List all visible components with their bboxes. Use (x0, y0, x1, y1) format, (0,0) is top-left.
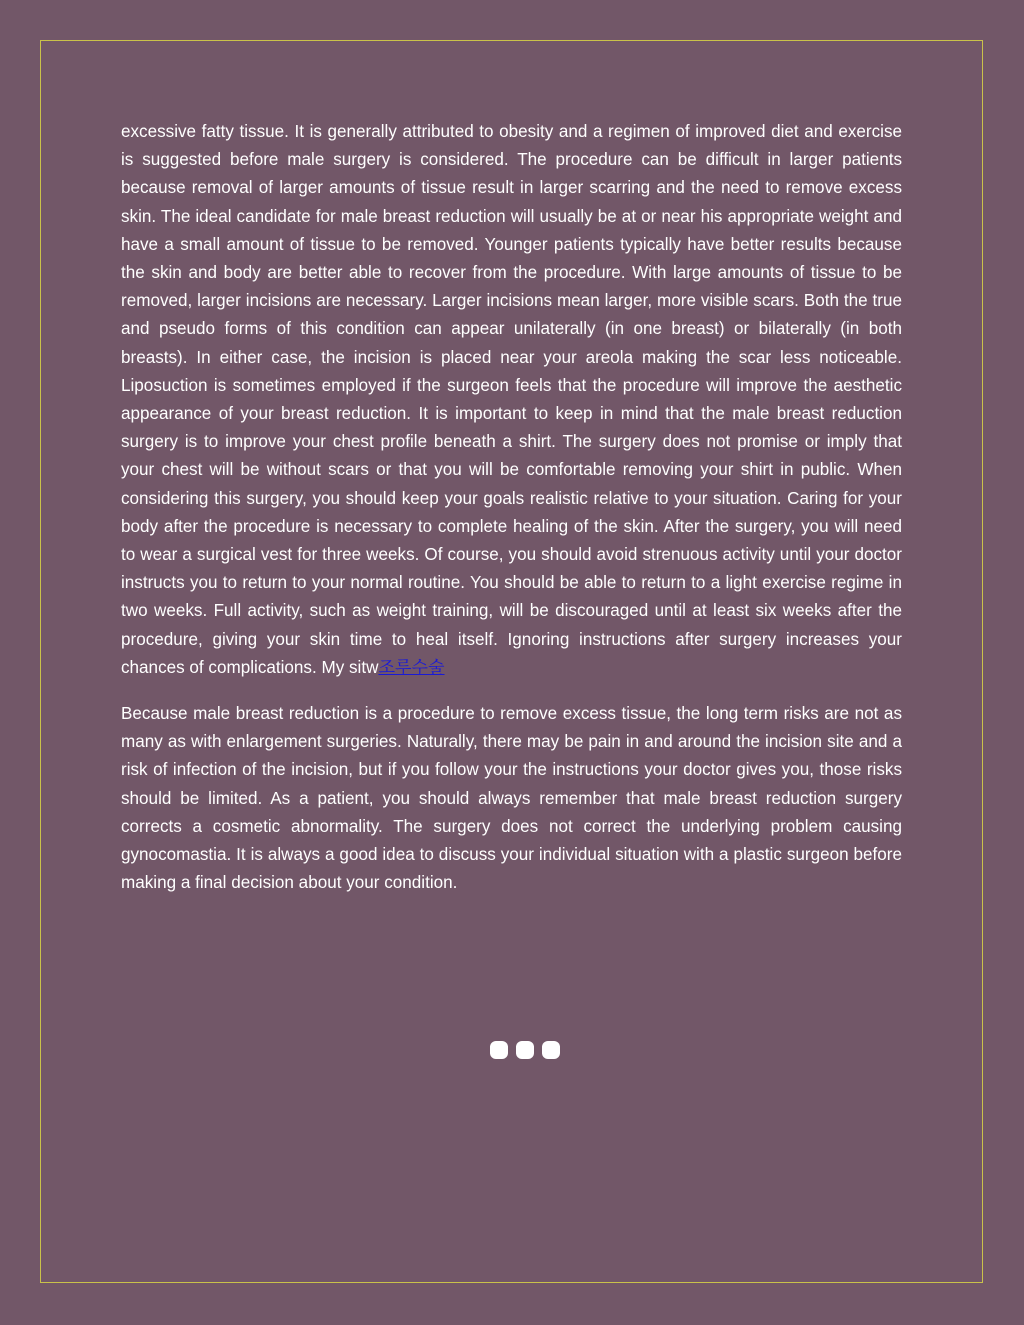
document-body (121, 118, 902, 897)
paragraph-1-text: excessive fatty tissue. It is generally attributed to obesity and a regimen of improved diet and exercise is suggested before male surgery is considered. The procedure can be difficult in larger patients because removal of larger amounts of tissue result in larger scarring and the need to remove excess skin. The ideal candidate for male breast reduction will usually be at or near his appropriate weight and have a small amount of tissue to be removed. Younger patients typically have better results because the skin and body are better able to recover from the procedure. With large amounts of tissue to be removed, larger incisions are necessary. Larger incisions mean larger, more visible scars. Both the true and pseudo forms of this condition can appear unilaterally (in one breast) or bilaterally (in both breasts). In either case, the incision is placed near your areola making the scar less noticeable. Liposuction is sometimes employed if the surgeon feels that the procedure will improve the aesthetic appearance of your breast reduction. It is important to keep in mind that the male breast reduction surgery is to improve your chest profile beneath a shirt. The surgery does not promise or imply that your chest will be without scars or that you will be comfortable removing your shirt in public. When considering this surgery, you should keep your goals realistic relative to your situation. Caring for your body after the procedure is necessary to complete healing of the skin. After the surgery, you will need to wear a surgical vest for three weeks. Of course, you should avoid strenuous activity until your doctor instructs you to return to your normal routine. You should be able to return to a light exercise regime in two weeks. Full activity, such as weight training, will be discouraged until at least six weeks after the procedure, giving your skin time to heal itself. Ignoring instructions after surgery increases your chances of complications. My sitw (121, 122, 902, 677)
more-dots-icon (490, 1041, 560, 1059)
dot-icon (542, 1041, 560, 1059)
dot-icon (490, 1041, 508, 1059)
dot-icon (516, 1041, 534, 1059)
korean-link[interactable]: 조루수술 (378, 657, 445, 677)
paragraph-1 (121, 118, 902, 682)
paragraph-2: Because male breast reduction is a procedure to remove excess tissue, the long term risks are not as many as with enlargement surgeries. Naturally, there may be pain in and around the incision site and a risk of infection of the incision, but if you follow your the instructions your doctor gives you, those risks should be limited. As a patient, you should always remember that male breast reduction surgery corrects a cosmetic abnormality. The surgery does not correct the underlying problem causing gynocomastia. It is always a good idea to discuss your individual situation with a plastic surgeon before making a final decision about your condition. (121, 704, 902, 893)
